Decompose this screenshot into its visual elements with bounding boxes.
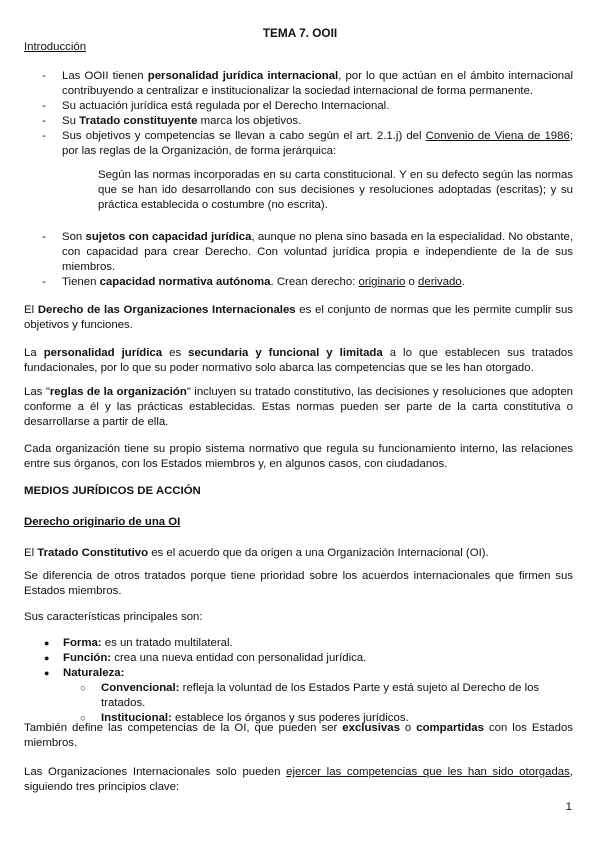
sub-list-item: ○ Convencional: refleja la voluntad de los Estados Parte y está sujeto al Derecho de los tratados. bbox=[80, 682, 540, 709]
originario-link[interactable]: originario bbox=[358, 276, 406, 288]
convenio-viena-link[interactable]: Convenio de Viena de 1986 bbox=[425, 130, 570, 142]
sub-list-item: ○ Institucional: establece los órganos y sus poderes jurídicos. bbox=[80, 712, 409, 724]
list-item: ● Forma: es un tratado multilateral. bbox=[44, 637, 233, 649]
section-heading: MEDIOS JURÍDICOS DE ACCIÓN bbox=[24, 485, 201, 497]
intro-heading: Introducción bbox=[24, 41, 87, 53]
paragraph: El Derecho de las Organizaciones Internacionales es el conjunto de normas que les permite cumplir sus objetivos y funciones. bbox=[24, 304, 574, 331]
paragraph: La personalidad jurídica es secundaria y funcional y limitada a lo que establecen sus tratados fundacionales, por lo que su poder normativo solo abarca las competencias que se les han otorgado. bbox=[24, 347, 573, 374]
subsection-heading: Derecho originario de una OI bbox=[24, 516, 181, 528]
paragraph: También define las competencias de la OI, que pueden ser exclusivas o compartidas con los Estados miembros. bbox=[24, 722, 573, 749]
page-number: 1 bbox=[565, 801, 572, 813]
paragraph: Las Organizaciones Internacionales solo pueden ejercer las competencias que les han sido otorgadas, siguiendo tres principios clave: bbox=[24, 766, 573, 793]
competencias-link[interactable]: ejercer las competencias que les han sido otorgadas bbox=[286, 766, 570, 778]
paragraph: Se diferencia de otros tratados porque tiene prioridad sobre los acuerdos internacionales que firmen sus Estados miembros. bbox=[24, 570, 573, 597]
list-item: - Son sujetos con capacidad jurídica, aunque no plena sino basada en la especialidad. No obstante, con capacidad para crear Derecho. Con voluntad jurídica propia e independiente de la de sus miembros. bbox=[42, 231, 573, 273]
list-item: - Su actuación jurídica está regulada por el Derecho Internacional. bbox=[42, 100, 390, 112]
paragraph: El Tratado Constitutivo es el acuerdo que da origen a una Organización Internacional (OI). bbox=[24, 547, 489, 559]
list-item: ● Función: crea una nueva entidad con personalidad jurídica. bbox=[44, 652, 367, 664]
page-title: TEMA 7. OOII bbox=[262, 26, 338, 40]
paragraph: Sus características principales son: bbox=[24, 611, 203, 623]
derivado-link[interactable]: derivado bbox=[418, 276, 462, 288]
intro-list bbox=[42, 69, 573, 159]
paragraph: Cada organización tiene su propio sistema normativo que regula su funcionamiento interno, las relaciones entre sus órganos, con los Estados miembros y, en algunos casos, con ciudadanos. bbox=[24, 443, 573, 470]
list-item: ● Naturaleza: bbox=[44, 667, 125, 679]
capacity-list bbox=[42, 230, 573, 290]
paragraph: Las "reglas de la organización" incluyen su tratado constitutivo, las decisiones y resoluciones que adopten conforme a él y las prácticas establecidas. Estas normas pueden ser parte de la carta constitutiva o desarrollarse a partir de ella. bbox=[24, 386, 573, 428]
list-item: - Las OOII tienen personalidad jurídica internacional, por lo que actúan en el ámbito internacional contribuyendo a centralizar e institucionalizar la sociedad internacional de forma permanente. bbox=[42, 70, 573, 97]
characteristics-list bbox=[44, 636, 573, 726]
list-item: - Tienen capacidad normativa autónoma. Crean derecho: originario o derivado. bbox=[42, 276, 465, 288]
list-item: - Su Tratado constituyente marca los objetivos. bbox=[42, 115, 302, 127]
list-item: - Sus objetivos y competencias se llevan a cabo según el art. 2.1.j) del Convenio de Viena de 1986; por las reglas de la Organización, de forma jerárquica: bbox=[42, 130, 573, 157]
quoted-rules: Según las normas incorporadas en su carta constitucional. Y en su defecto según las normas que se han ido desarrollando con sus decisiones y resoluciones adoptadas (escritas); y su práctica establecida o costumbre (no escrita). bbox=[98, 169, 573, 211]
